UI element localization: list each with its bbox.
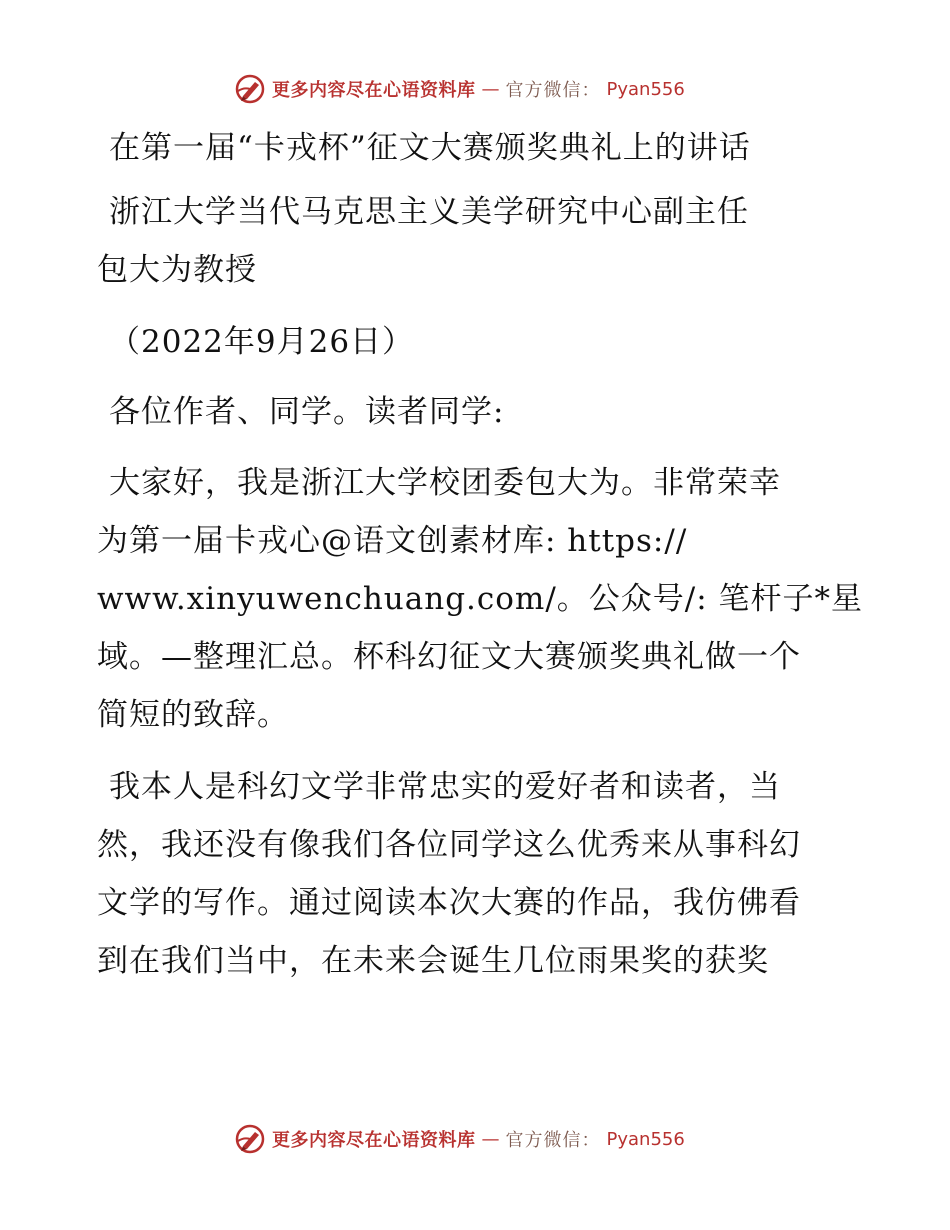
paragraph-line: 到在我们当中，在未来会诞生几位雨果奖的获奖 bbox=[97, 943, 769, 979]
pen-logo-icon bbox=[234, 1123, 266, 1155]
paragraph-line: 我本人是科幻文学非常忠实的爱好者和读者，当 bbox=[109, 769, 781, 805]
banner-brand: 更多内容尽在心语资料库 bbox=[272, 80, 476, 101]
paragraph-line: 简短的致辞。 bbox=[97, 697, 289, 733]
paragraph-line: 大家好，我是浙江大学校团委包大为。非常荣幸 bbox=[109, 465, 781, 501]
banner-wechat-handle: Pyan556 bbox=[606, 1128, 685, 1150]
paragraph-line: 文学的写作。通过阅读本次大赛的作品，我仿佛看 bbox=[97, 885, 801, 921]
banner-wechat-label: 官方微信： bbox=[505, 1130, 601, 1151]
speech-date: （2022年9月26日） bbox=[109, 324, 415, 360]
footer-banner bbox=[234, 1122, 685, 1156]
paragraph-line: 然，我还没有像我们各位同学这么优秀来从事科幻 bbox=[97, 827, 801, 863]
paragraph-1 bbox=[97, 454, 864, 744]
speaker-affiliation: 浙江大学当代马克思主义美学研究中心副主任 bbox=[109, 194, 749, 230]
paragraph-2 bbox=[97, 758, 857, 990]
banner-separator: — bbox=[481, 78, 500, 100]
paragraph-line: www.xinyuwenchuang.com/。公众号/: 笔杆子*星 bbox=[97, 581, 864, 617]
paragraph-line: 为第一届卡戎心@语文创素材库: https:// bbox=[97, 523, 688, 559]
banner-separator: — bbox=[481, 1128, 500, 1150]
document-title: 在第一届“卡戎杯”征文大赛颁奖典礼上的讲话 bbox=[109, 130, 751, 166]
banner-brand: 更多内容尽在心语资料库 bbox=[272, 1130, 476, 1151]
banner-wechat-label: 官方微信： bbox=[505, 80, 601, 101]
header-banner bbox=[234, 72, 685, 106]
salutation: 各位作者、同学。读者同学: bbox=[109, 394, 505, 430]
banner-wechat-handle: Pyan556 bbox=[606, 78, 685, 100]
speaker-name: 包大为教授 bbox=[97, 252, 257, 288]
pen-logo-icon bbox=[234, 73, 266, 105]
paragraph-line: 域。—整理汇总。杯科幻征文大赛颁奖典礼做一个 bbox=[97, 639, 801, 675]
document-body bbox=[97, 126, 864, 990]
